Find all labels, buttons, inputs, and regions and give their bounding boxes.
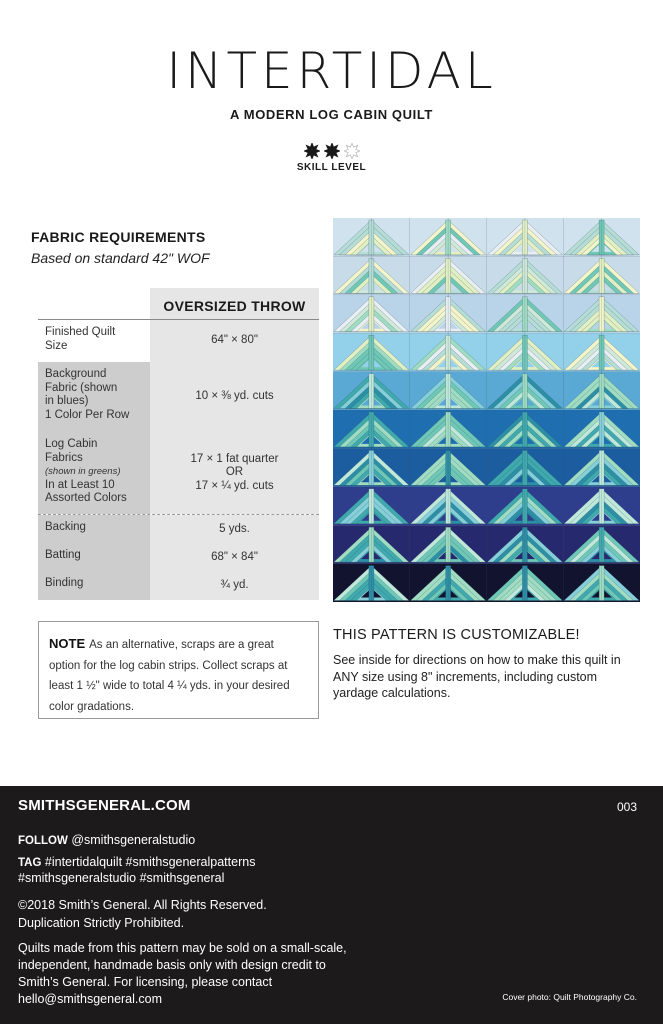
- star-filled-icon: [304, 143, 320, 159]
- star-outline-icon: [344, 143, 360, 159]
- license-line: independent, handmade basis only with design credit to: [18, 958, 326, 972]
- license-line: hello@smithsgeneral.com: [18, 992, 163, 1006]
- row-value: 5 yds.: [150, 515, 319, 544]
- table-header: [38, 288, 319, 319]
- row-value: ¾ yd.: [150, 572, 319, 600]
- license-text: [18, 940, 347, 1008]
- skill-level-label: SKILL LEVEL: [296, 162, 367, 173]
- fabric-requirements-title: FABRIC REQUIREMENTS: [31, 229, 206, 245]
- table-row: [38, 432, 319, 514]
- row-label: Finished Quilt Size: [38, 320, 150, 362]
- note-box: [38, 621, 319, 719]
- tag-label: TAG: [18, 857, 42, 869]
- row-label: Log Cabin Fabrics (shown in greens) In at Least 10 Assorted Colors: [38, 432, 150, 514]
- follow-line: [18, 832, 195, 850]
- table-row: [38, 362, 319, 432]
- row-value: 68" × 84": [150, 544, 319, 572]
- skill-level-stars: [0, 143, 663, 159]
- note-label: NOTE: [49, 636, 86, 651]
- table-row: [38, 320, 319, 362]
- note-text: As an alternative, scraps are a great option for the log cabin strips. Collect scraps at least 1 ½" wide to total 4 ¼ yds. in your desired color gradations.: [49, 639, 290, 713]
- row-value: 17 × 1 fat quarter OR 17 × ¼ yd. cuts: [150, 432, 319, 514]
- customizable-title: THIS PATTERN IS CUSTOMIZABLE!: [333, 627, 580, 643]
- copyright-line-2: Duplication Strictly Prohibited.: [18, 916, 185, 930]
- table-row: [38, 572, 319, 600]
- star-filled-icon: [324, 143, 340, 159]
- footer: [0, 786, 663, 1024]
- row-value: 64" × 80": [150, 320, 319, 362]
- tags-line-2: #smithsgeneralstudio #smithsgeneral: [18, 871, 225, 885]
- quilt-cover-image: [333, 218, 640, 602]
- customizable-body: See inside for directions on how to make this quilt in ANY size using 8" increments, including custom yardage calculations.: [333, 653, 621, 700]
- pattern-title: INTERTIDAL: [166, 42, 497, 100]
- row-label: Background Fabric (shown in blues) 1 Color Per Row: [38, 362, 150, 432]
- photo-credit: Cover photo: Quilt Photography Co.: [502, 992, 637, 1002]
- copyright-line-1: ©2018 Smith’s General. All Rights Reserved.: [18, 898, 267, 912]
- row-value: 10 × ⅜ yd. cuts: [150, 362, 319, 432]
- license-line: Quilts made from this pattern may be sold on a small-scale,: [18, 941, 347, 955]
- pattern-subtitle: A MODERN LOG CABIN QUILT: [230, 107, 433, 122]
- page-number: 003: [616, 800, 637, 814]
- table-row: [38, 514, 319, 544]
- row-label: Backing: [38, 515, 150, 544]
- column-header-oversized-throw: OVERSIZED THROW: [150, 288, 319, 319]
- license-line: Smith’s General. For licensing, please contact: [18, 975, 273, 989]
- row-label: Batting: [38, 544, 150, 572]
- fabric-requirements-subtitle: Based on standard 42" WOF: [31, 250, 210, 266]
- row-label: Binding: [38, 572, 150, 600]
- fabric-requirements-table: [38, 288, 319, 600]
- website-link[interactable]: SMITHSGENERAL.COM: [18, 797, 191, 814]
- follow-handle[interactable]: @smithsgeneralstudio: [71, 833, 196, 847]
- tags-line-1: #intertidalquilt #smithsgeneralpatterns: [44, 855, 256, 869]
- table-row: [38, 544, 319, 572]
- follow-label: FOLLOW: [18, 835, 68, 847]
